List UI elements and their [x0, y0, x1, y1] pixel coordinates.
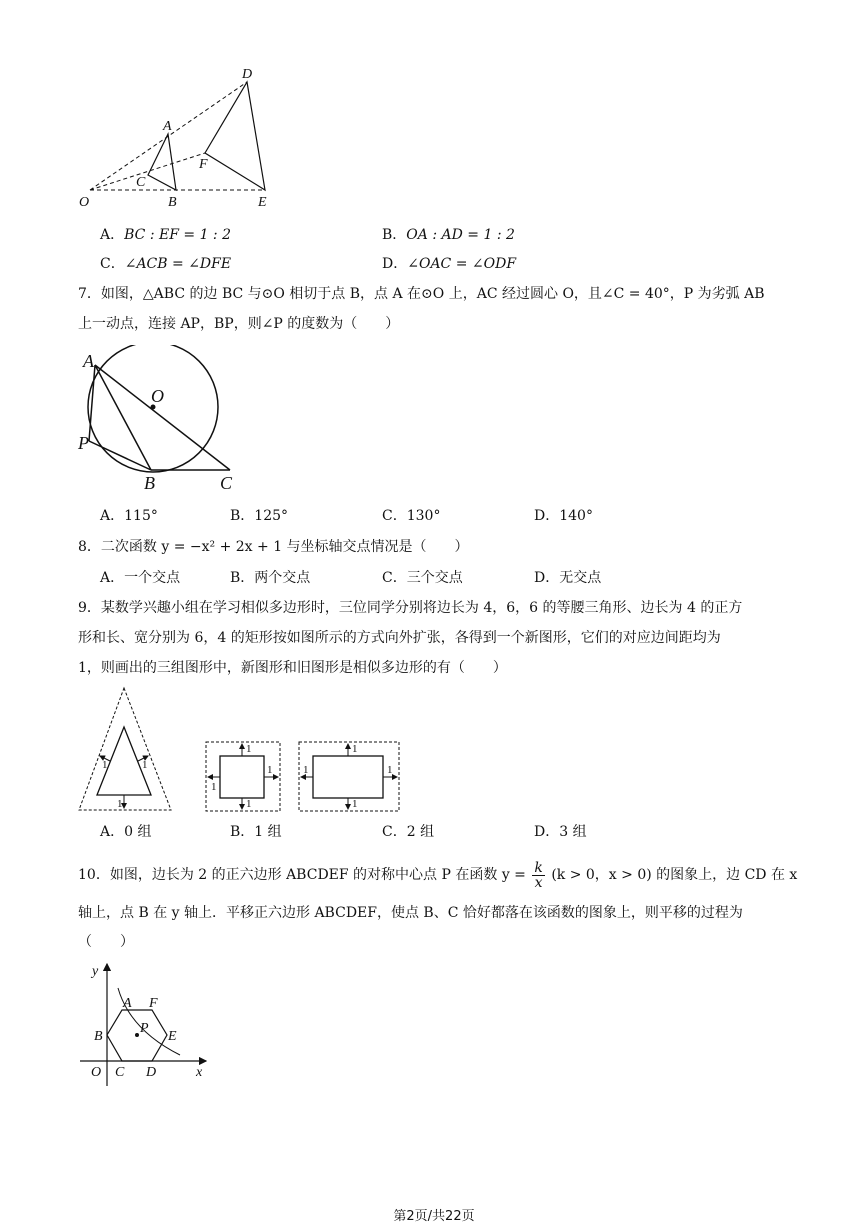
- q9-stem-line2: 形和长、宽分别为 6，4 的矩形按如图所示的方式向外扩张，各得到一个新图形，它们的对应边间距均为: [78, 630, 721, 646]
- q10-stem-line3: （ ）: [78, 934, 134, 950]
- page-footer: 第2页/共22页: [393, 1209, 475, 1224]
- label-D: D: [242, 67, 253, 82]
- q7-option-c: C．130°: [382, 508, 441, 524]
- label-A: A: [163, 119, 172, 134]
- label-C: C: [136, 175, 146, 190]
- mark-1-rect-top: 1: [352, 743, 358, 755]
- label-E: E: [258, 195, 267, 210]
- mark-1-tri-bottom: 1: [117, 798, 123, 810]
- q6-option-c: C．∠ACB = ∠DFE: [100, 256, 232, 272]
- q9-option-a: A．0 组: [100, 824, 152, 840]
- q7-stem-line1: 7．如图，△ABC 的边 BC 与⊙O 相切于点 B，点 A 在⊙O 上，AC 经过圆心 O，且∠C = 40°，P 为劣弧 AB: [78, 286, 765, 302]
- mark-1-sq-right: 1: [267, 764, 273, 776]
- figure-similar-triangles: [70, 62, 290, 212]
- label-O: O: [91, 1065, 102, 1080]
- fraction-numerator: k: [534, 859, 543, 876]
- mark-1-rect-bottom: 1: [352, 798, 358, 810]
- label-O: O: [151, 386, 164, 406]
- label-C: C: [220, 473, 233, 493]
- q8-option-b: B．两个交点: [230, 570, 311, 586]
- q7-option-b: B．125°: [230, 508, 289, 524]
- q7-stem-line2: 上一动点，连接 AP，BP，则∠P 的度数为（ ）: [78, 316, 400, 332]
- figure-circle-tangent: [75, 345, 250, 495]
- label-P: P: [78, 433, 89, 453]
- q9-stem-line1: 9．某数学兴趣小组在学习相似多边形时，三位同学分别将边长为 4，6，6 的等腰三角形、边长为 4 的正方: [78, 600, 743, 616]
- q10-stem-line2: 轴上，点 B 在 y 轴上．平移正六边形 ABCDEF，使点 B、C 恰好都落在该函数的图象上，则平移的过程为: [78, 905, 743, 921]
- q8-option-c: C．三个交点: [382, 570, 463, 586]
- mark-1-tri-right: 1: [142, 759, 148, 771]
- q9-option-d: D．3 组: [534, 824, 587, 840]
- figure-hexagon-coordinate: [78, 958, 213, 1088]
- q9-option-c: C．2 组: [382, 824, 435, 840]
- label-D: D: [146, 1065, 157, 1080]
- mark-1-rect-right: 1: [387, 764, 393, 776]
- label-A: A: [83, 351, 94, 371]
- q8-option-a: A．一个交点: [100, 570, 181, 586]
- label-P: P: [140, 1021, 149, 1036]
- q6-option-b: B．OA : AD = 1 : 2: [382, 227, 515, 243]
- q9-stem-line3: 1，则画出的三组图形中，新图形和旧图形是相似多边形的有（ ）: [78, 660, 507, 676]
- label-F: F: [199, 157, 208, 172]
- q10-text-a: 10．如图，边长为 2 的正六边形 ABCDEF 的对称中心点 P 在函数 y =: [78, 867, 526, 883]
- label-E: E: [168, 1029, 177, 1044]
- label-O: O: [79, 195, 90, 210]
- mark-1-sq-top: 1: [246, 743, 252, 755]
- mark-1-sq-left: 1: [211, 781, 217, 793]
- label-A: A: [123, 996, 132, 1011]
- mark-1-tri-left: 1: [102, 759, 108, 771]
- fraction-denominator: x: [534, 874, 543, 891]
- q10-stem-line1: [78, 858, 797, 892]
- label-B: B: [94, 1029, 103, 1044]
- q6-option-d: D．∠OAC = ∠ODF: [382, 256, 517, 272]
- label-C: C: [115, 1065, 125, 1080]
- label-B: B: [168, 195, 177, 210]
- label-B: B: [144, 473, 155, 493]
- q8-option-d: D．无交点: [534, 570, 602, 586]
- label-F: F: [149, 996, 158, 1011]
- q7-option-d: D．140°: [534, 508, 593, 524]
- mark-1-sq-bottom: 1: [246, 798, 252, 810]
- mark-1-rect-left: 1: [303, 764, 309, 776]
- fraction-k-over-x: [532, 861, 544, 890]
- label-y: y: [92, 964, 99, 979]
- q9-option-b: B．1 组: [230, 824, 282, 840]
- label-x: x: [196, 1065, 203, 1080]
- q6-option-a: A．BC : EF = 1 : 2: [100, 227, 231, 243]
- q8-stem-line1: 8．二次函数 y = −x² + 2x + 1 与坐标轴交点情况是（ ）: [78, 539, 469, 555]
- figure-expanded-shapes: [75, 685, 405, 815]
- q10-text-b: (k > 0，x > 0) 的图象上，边 CD 在 x: [551, 867, 798, 883]
- q7-option-a: A．115°: [100, 508, 158, 524]
